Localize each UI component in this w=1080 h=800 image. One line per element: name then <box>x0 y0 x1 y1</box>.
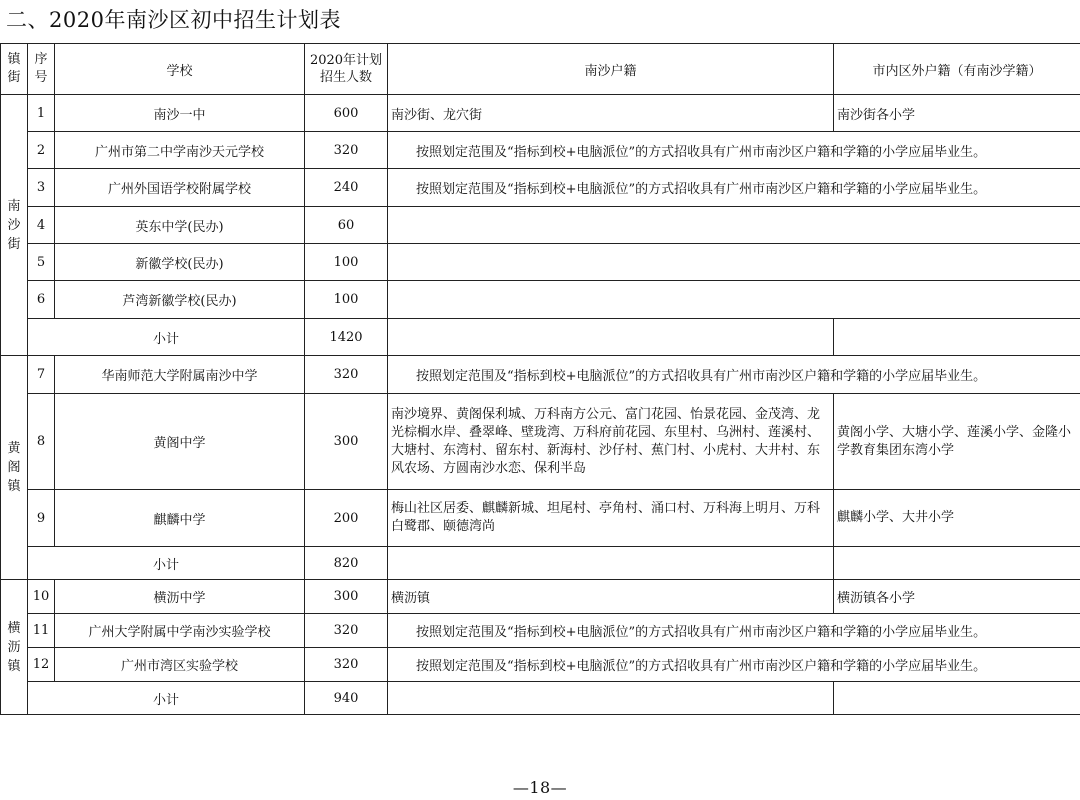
other-hukou-cell: 横沥镇各小学 <box>834 580 1080 614</box>
plan-cell: 320 <box>305 614 388 648</box>
other-hukou-cell: 黄阁小学、大塘小学、莲溪小学、金隆小学教育集团东湾小学 <box>834 394 1080 490</box>
school-cell: 英东中学(民办) <box>55 207 305 244</box>
local-hukou-cell: 横沥镇 <box>388 580 834 614</box>
school-cell: 黄阁中学 <box>55 394 305 490</box>
subtotal-row <box>1 319 1080 356</box>
school-cell: 广州大学附属中学南沙实验学校 <box>55 614 305 648</box>
school-cell: 横沥中学 <box>55 580 305 614</box>
subtotal-label: 小计 <box>28 547 305 580</box>
header-seq <box>28 44 55 95</box>
merged-policy-cell: 按照划定范围及“指标到校+电脑派位”的方式招收具有广州市南沙区户籍和学籍的小学应届毕业生。 <box>388 614 1080 648</box>
seq-cell: 8 <box>28 394 55 490</box>
school-cell: 新徽学校(民办) <box>55 244 305 281</box>
header-other-hukou: 市内区外户籍（有南沙学籍） <box>834 44 1080 95</box>
plan-cell: 600 <box>305 95 388 132</box>
header-town-line-1: 镇 <box>7 52 21 67</box>
seq-cell: 11 <box>28 614 55 648</box>
table-row <box>1 244 1080 281</box>
page-title: 二、2020年南沙区初中招生计划表 <box>6 8 341 32</box>
empty-cell <box>834 682 1080 715</box>
table-row <box>1 394 1080 490</box>
header-school: 学校 <box>55 44 305 95</box>
plan-cell: 60 <box>305 207 388 244</box>
seq-cell: 12 <box>28 648 55 682</box>
local-hukou-cell: 南沙街、龙穴街 <box>388 95 834 132</box>
town-char: 镇 <box>7 479 21 494</box>
plan-cell: 240 <box>305 169 388 207</box>
table-row <box>1 648 1080 682</box>
header-row <box>1 44 1080 95</box>
subtotal-row <box>1 682 1080 715</box>
school-cell: 广州市第二中学南沙天元学校 <box>55 132 305 169</box>
empty-cell <box>388 281 1080 319</box>
seq-cell: 4 <box>28 207 55 244</box>
plan-cell: 100 <box>305 244 388 281</box>
town-cell-huangge <box>1 356 28 580</box>
town-cell-hengli <box>1 580 28 715</box>
local-hukou-cell: 梅山社区居委、麒麟新城、坦尾村、亭角村、涌口村、万科海上明月、万科白鹭郡、颐德湾尚 <box>388 490 834 547</box>
town-char: 沙 <box>7 217 21 233</box>
empty-cell <box>388 547 834 580</box>
header-town-line-2: 街 <box>7 70 21 85</box>
header-town <box>1 44 28 95</box>
table-row <box>1 490 1080 547</box>
subtotal-label: 小计 <box>28 319 305 356</box>
empty-cell <box>388 244 1080 281</box>
school-cell: 广州外国语学校附属学校 <box>55 169 305 207</box>
table-row <box>1 95 1080 132</box>
town-char: 阁 <box>7 460 21 475</box>
seq-cell: 6 <box>28 281 55 319</box>
local-hukou-cell: 南沙境界、黄阁保利城、万科南方公元、富门花园、怡景花园、金茂湾、龙光棕榈水岸、叠翠峰、壁珑湾、万科府前花园、东里村、乌洲村、莲溪村、大塘村、东湾村、留东村、新海村、沙仔村、蕉门村、小虎村、大井村、东风农场、方圆南沙水恋、保利半岛 <box>388 394 834 490</box>
table-row <box>1 580 1080 614</box>
plan-cell: 320 <box>305 356 388 394</box>
table-row <box>1 169 1080 207</box>
subtotal-label: 小计 <box>28 682 305 715</box>
table-row <box>1 614 1080 648</box>
plan-cell: 320 <box>305 132 388 169</box>
seq-cell: 2 <box>28 132 55 169</box>
town-char: 南 <box>7 198 21 214</box>
town-char: 横 <box>7 620 21 636</box>
merged-policy-cell: 按照划定范围及“指标到校+电脑派位”的方式招收具有广州市南沙区户籍和学籍的小学应届毕业生。 <box>388 648 1080 682</box>
header-local-hukou: 南沙户籍 <box>388 44 834 95</box>
header-plan <box>305 44 388 95</box>
empty-cell <box>388 682 834 715</box>
school-cell: 广州市湾区实验学校 <box>55 648 305 682</box>
plan-cell: 320 <box>305 648 388 682</box>
plan-cell: 200 <box>305 490 388 547</box>
other-hukou-cell: 麒麟小学、大井小学 <box>834 490 1080 547</box>
empty-cell <box>388 319 834 356</box>
school-cell: 南沙一中 <box>55 95 305 132</box>
header-plan-line-1: 2020年计划 <box>309 53 383 68</box>
town-char: 镇 <box>7 658 21 674</box>
town-char: 黄 <box>7 441 21 456</box>
subtotal-value: 940 <box>305 682 388 715</box>
subtotal-row <box>1 547 1080 580</box>
town-cell-nansha <box>1 95 28 356</box>
merged-policy-cell: 按照划定范围及“指标到校+电脑派位”的方式招收具有广州市南沙区户籍和学籍的小学应届毕业生。 <box>388 356 1080 394</box>
plan-cell: 100 <box>305 281 388 319</box>
table-row <box>1 132 1080 169</box>
subtotal-value: 1420 <box>305 319 388 356</box>
enrollment-plan-table <box>0 43 1080 715</box>
merged-policy-cell: 按照划定范围及“指标到校+电脑派位”的方式招收具有广州市南沙区户籍和学籍的小学应届毕业生。 <box>388 169 1080 207</box>
plan-cell: 300 <box>305 394 388 490</box>
seq-cell: 1 <box>28 95 55 132</box>
header-plan-line-2: 招生人数 <box>319 70 372 85</box>
seq-cell: 10 <box>28 580 55 614</box>
other-hukou-cell: 南沙街各小学 <box>834 95 1080 132</box>
plan-cell: 300 <box>305 580 388 614</box>
empty-cell <box>388 207 1080 244</box>
page-number: —18— <box>512 778 568 797</box>
header-seq-line-1: 序 <box>34 52 48 67</box>
table-row <box>1 207 1080 244</box>
seq-cell: 9 <box>28 490 55 547</box>
header-seq-line-2: 号 <box>34 70 48 85</box>
town-char: 街 <box>7 236 21 252</box>
school-cell: 麒麟中学 <box>55 490 305 547</box>
seq-cell: 5 <box>28 244 55 281</box>
seq-cell: 7 <box>28 356 55 394</box>
merged-policy-cell: 按照划定范围及“指标到校+电脑派位”的方式招收具有广州市南沙区户籍和学籍的小学应届毕业生。 <box>388 132 1080 169</box>
table-row <box>1 356 1080 394</box>
empty-cell <box>834 547 1080 580</box>
table-row <box>1 281 1080 319</box>
subtotal-value: 820 <box>305 547 388 580</box>
seq-cell: 3 <box>28 169 55 207</box>
town-char: 沥 <box>7 639 21 655</box>
empty-cell <box>834 319 1080 356</box>
school-cell: 华南师范大学附属南沙中学 <box>55 356 305 394</box>
school-cell: 芦湾新徽学校(民办) <box>55 281 305 319</box>
